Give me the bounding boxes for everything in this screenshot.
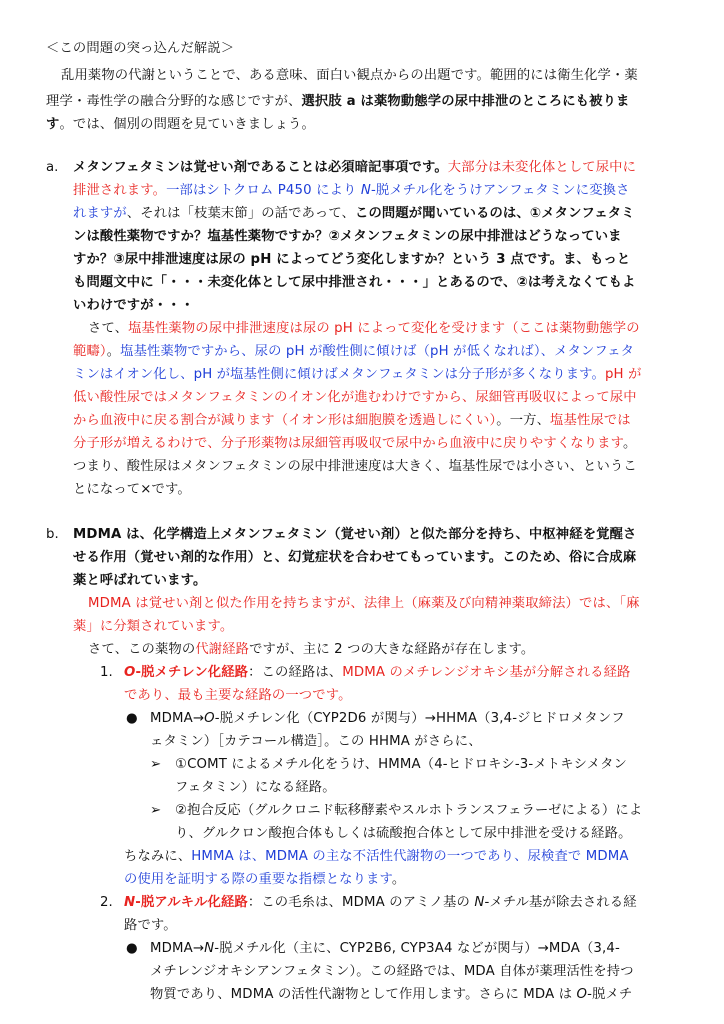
text-run: り、グルクロン酸抱合体もしくは硫酸抱合体として尿中排泄を受ける経路。 xyxy=(175,826,632,841)
item-b-line-6 xyxy=(88,641,534,659)
text-run: 理学・毒性学の融合分野的な感じですが、 xyxy=(46,94,302,109)
arrow-bullet-icon: ➢ xyxy=(150,757,162,772)
item-b-line-2 xyxy=(73,549,636,567)
sub-route-2-line-2 xyxy=(175,825,632,843)
route-1-line-2 xyxy=(124,687,352,705)
item-a-line-1 xyxy=(73,159,636,177)
text-run: フェタミン）になる経路。 xyxy=(175,780,336,795)
text-run: O xyxy=(124,665,136,680)
text-run: 。 xyxy=(623,436,637,451)
text-run: ですが、主に 2 つの大きな経路が存在します。 xyxy=(249,642,535,657)
text-run: であり、最も主要な経路の一つです。 xyxy=(124,688,352,703)
item-a-line-3 xyxy=(73,205,635,223)
sub-route-1-line-2 xyxy=(175,779,336,797)
item-a-line-4 xyxy=(73,228,622,246)
text-run: -脱メチ xyxy=(587,987,633,1002)
item-a-line-6 xyxy=(73,274,635,292)
text-run: の使用を証明する際の重要な指標となります xyxy=(124,872,392,887)
text-run: れますが xyxy=(73,206,127,221)
item-b-line-1 xyxy=(73,526,637,544)
text-run: も問題文中に「・・・未変化体として尿中排泄され・・・」とあるので、②は考えなくてもよ xyxy=(73,275,636,290)
text-run: 低い酸性尿ではメタンフェタミンのイオン化が進むわけですから、尿細管再吸収によって尿中 xyxy=(73,390,637,405)
text-run: ②抱合反応（グルクロニド転移酵素やスルホトランスフェラーゼによる）によ xyxy=(175,803,643,818)
intro-line-1 xyxy=(61,67,638,85)
item-a-line-15 xyxy=(73,481,191,499)
text-run: 。一方、 xyxy=(496,413,551,428)
text-run: 範疇） xyxy=(73,344,107,359)
item-a-line-11 xyxy=(73,389,637,407)
text-run: 乱用薬物の代謝ということで、ある意味、面白い観点からの出題です。範囲的には衛生化学・薬 xyxy=(61,68,638,83)
text-run: -脱アルキル化経路 xyxy=(135,895,248,910)
route-1-detail-line-2 xyxy=(150,733,482,751)
item-a-line-8 xyxy=(88,320,640,338)
text-run: から血液中に戻る割合が減ります（イオン形は細胞膜を透過しにくい） xyxy=(73,413,497,428)
item-b-line-4 xyxy=(88,595,640,613)
item-a-line-9 xyxy=(73,343,634,361)
text-run: 塩基性薬物ですから、尿の pH が酸性側に傾けば（pH が低くなれば）、メタンフェタ xyxy=(120,344,635,359)
text-run: ＜この問題の突っ込んだ解説＞ xyxy=(46,41,235,56)
text-run: 代謝経路 xyxy=(195,642,250,657)
item-a-line-12 xyxy=(73,412,631,430)
text-run: 。 xyxy=(106,344,121,359)
text-run: 。 xyxy=(391,872,406,887)
route-2-detail-line-3 xyxy=(150,986,632,1004)
sub-route-2-line-1 xyxy=(175,802,642,820)
route-2-line-1 xyxy=(124,894,637,912)
text-run: MDMA は、化学構造上メタンフェタミン（覚せい剤）と似た部分を持ち、中枢神経を覚醒さ xyxy=(73,527,637,542)
route-1-line-1 xyxy=(124,664,631,682)
route-1-marker: 1. xyxy=(100,665,113,680)
text-run: 薬」に分類されています。 xyxy=(73,619,234,634)
note-line-2 xyxy=(124,871,405,889)
item-a-line-2 xyxy=(73,182,630,200)
text-run: ちなみに、 xyxy=(124,849,192,864)
item-a-line-5 xyxy=(73,251,630,269)
text-run: さて、この薬物の xyxy=(88,642,196,657)
text-run: HMMA は、MDMA の主な不活性代謝物の一つであり、尿検査で MDMA xyxy=(191,849,629,864)
text-run: N xyxy=(204,941,215,956)
text-run: 大部分は未変化体として尿中に xyxy=(447,160,637,175)
text-run: pH が xyxy=(604,367,642,382)
bullet-icon: ● xyxy=(126,941,138,956)
text-run: MDMA は覚せい剤と似た作用を持ちますが、法律上（麻薬及び向精神薬取締法）では、「麻 xyxy=(88,596,640,611)
text-run: つまり、酸性尿はメタンフェタミンの尿中排泄速度は大きく、塩基性尿では小さい、というこ xyxy=(73,459,637,474)
arrow-bullet-icon: ➢ xyxy=(150,803,162,818)
item-b-marker: b. xyxy=(46,527,59,542)
text-run: 、それは「枝葉末節」の話であって、 xyxy=(126,206,355,221)
text-run: ェタミン）［カテコール構造］。この HHMA がさらに、 xyxy=(150,734,482,749)
text-run: ：この経路は、 xyxy=(248,665,343,680)
text-run: いわけですが・・・ xyxy=(73,298,195,313)
text-run: ンは酸性薬物ですか？塩基性薬物ですか？②メタンフェタミンの尿中排泄はどうなっていま xyxy=(73,229,622,244)
intro-line-3 xyxy=(46,116,315,134)
text-run: 物質であり、MDMA の活性代謝物として作用します。さらに MDA は xyxy=(150,987,577,1002)
text-run: 一部はシトクロム P450 により xyxy=(166,183,361,198)
section-heading xyxy=(46,40,234,58)
text-run: 分子形が増えるわけで、分子形薬物は尿細管再吸収で尿中から血液中に戻りやすくなります xyxy=(73,436,623,451)
bullet-icon: ● xyxy=(126,711,138,726)
text-run: O xyxy=(204,711,215,726)
text-run: 薬と呼ばれています。 xyxy=(73,573,207,588)
text-run: -脱メチル化をうけアンフェタミンに変換さ xyxy=(370,183,630,198)
text-run: 塩基性薬物の尿中排泄速度は尿の pH によって変化を受けます（ここは薬物動態学の xyxy=(128,321,640,336)
intro-line-2 xyxy=(46,93,629,111)
text-run: MDMA のメチレンジオキシ基が分解される経路 xyxy=(342,665,631,680)
text-run: -脱メチレン化経路 xyxy=(135,665,249,680)
text-run: 排泄されます。 xyxy=(73,183,167,198)
item-a-line-13 xyxy=(73,435,636,453)
text-run: -脱メチレン化（CYP2D6 が関与）→HHMA（3,4-ジヒドロメタンフ xyxy=(214,711,625,726)
sub-route-1-line-1 xyxy=(175,756,627,774)
text-run: この問題が聞いているのは、①メタンフェタミ xyxy=(355,206,635,221)
item-b-line-5 xyxy=(73,618,233,636)
text-run: すか？③尿中排泄速度は尿の pH によってどう変化しますか？という 3 点です。ま、もっと xyxy=(73,252,631,267)
text-run: -メチル基が除去される経 xyxy=(484,895,637,910)
text-run: 選択肢 a は薬物動態学の尿中排泄のところにも被りま xyxy=(301,94,630,109)
text-run: 塩基性尿では xyxy=(550,413,631,428)
note-line-1 xyxy=(124,848,629,866)
text-run: ミンはイオン化し、pH が塩基性側に傾けばメタンフェタミンは分子形が多くなります。 xyxy=(73,367,605,382)
text-run: さて、 xyxy=(88,321,129,336)
item-a-marker: a. xyxy=(46,160,59,175)
text-run: N xyxy=(360,183,371,198)
text-run: メチレンジオキシアンフェタミン）。この経路では、MDA 自体が薬理活性を持つ xyxy=(150,964,634,979)
text-run: -脱メチル化（主に、CYP2B6, CYP3A4 などが関与）→MDA（3,4- xyxy=(214,941,620,956)
item-a-line-14 xyxy=(73,458,637,476)
text-run: 路です。 xyxy=(124,918,177,933)
text-run: ：この毛糸は、MDMA のアミノ基の xyxy=(247,895,475,910)
text-run: せる作用（覚せい剤的な作用）と、幻覚症状を合わせてもっています。このため、俗に合成麻 xyxy=(73,550,637,565)
text-run: MDMA→ xyxy=(150,941,205,956)
item-a-line-10 xyxy=(73,366,642,384)
route-1-detail-line-1 xyxy=(150,710,625,728)
route-2-marker: 2. xyxy=(100,895,113,910)
text-run: とになって×です。 xyxy=(73,482,191,497)
text-run: メタンフェタミンは覚せい剤であることは必須暗記事項です。 xyxy=(73,160,448,175)
text-run: O xyxy=(576,987,588,1002)
text-run: N xyxy=(124,895,136,910)
text-run: ①COMT によるメチル化をうけ、HMMA（4-ヒドロキシ-3-メトキシメタン xyxy=(175,757,627,772)
item-a-line-7 xyxy=(73,297,194,315)
route-2-line-2 xyxy=(124,917,177,935)
text-run: す xyxy=(46,117,60,132)
route-2-detail-line-2 xyxy=(150,963,634,981)
text-run: N xyxy=(474,895,485,910)
route-2-detail-line-1 xyxy=(150,940,620,958)
item-b-line-3 xyxy=(73,572,206,590)
text-run: 。では、個別の問題を見ていきましょう。 xyxy=(59,117,315,132)
text-run: MDMA→ xyxy=(150,711,205,726)
